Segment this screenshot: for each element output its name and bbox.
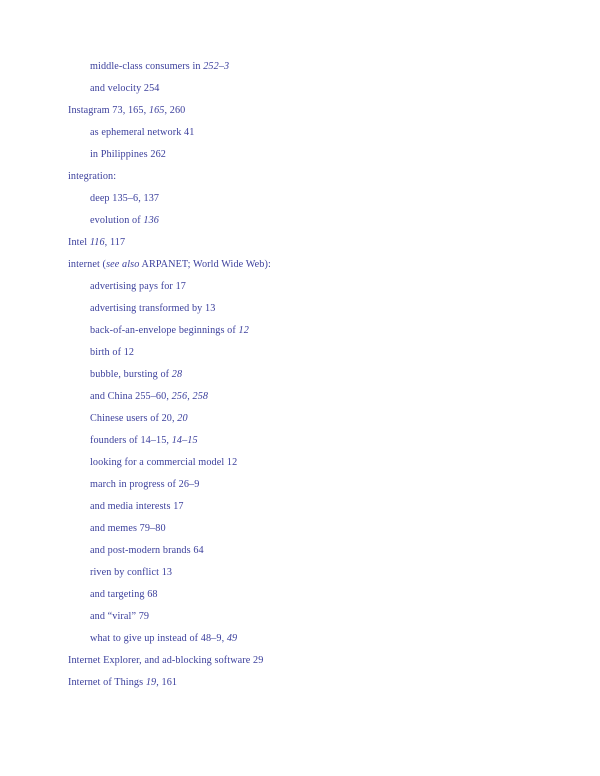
index-entry bbox=[68, 678, 540, 688]
index-entry bbox=[90, 634, 540, 644]
index-entry-part: Chinese users of bbox=[90, 413, 162, 424]
index-entry-part: 165 bbox=[127, 105, 144, 116]
index-entry bbox=[90, 568, 540, 578]
index-entry-part: 14–15 bbox=[140, 435, 167, 446]
index-entry-part: ARPANET; World Wide Web): bbox=[139, 259, 271, 270]
index-entry bbox=[90, 348, 540, 358]
index-entry-part: , bbox=[187, 391, 193, 402]
index-entry bbox=[90, 392, 540, 402]
index-entry-part: 79 bbox=[138, 611, 150, 622]
index-entry-part: and media interests bbox=[90, 501, 174, 512]
index-entry-part: and China bbox=[90, 391, 136, 402]
index-entry-part: 255–60 bbox=[135, 391, 167, 402]
index-entry-part: 28 bbox=[171, 369, 183, 380]
index-entry bbox=[90, 194, 540, 204]
index-entry-part: riven by conflict bbox=[90, 567, 162, 578]
index-entry-part: 262 bbox=[150, 149, 166, 160]
index-entry-part: 12 bbox=[226, 457, 238, 468]
index-entry bbox=[90, 502, 540, 512]
index-entry-part: 256 bbox=[171, 391, 188, 402]
index-entry bbox=[90, 304, 540, 314]
index-entry-part: and post-modern brands bbox=[90, 545, 194, 556]
index-entry-part: , bbox=[166, 435, 172, 446]
index-entry-part: Intel bbox=[68, 237, 90, 248]
index-entry bbox=[90, 128, 540, 138]
index-entry-part: looking for a commercial model bbox=[90, 457, 227, 468]
index-entry-part: integration: bbox=[68, 171, 117, 182]
index-entry-part: 17 bbox=[173, 501, 184, 512]
index-entry-part: 20 bbox=[161, 413, 172, 424]
index-entry bbox=[90, 326, 540, 336]
index-entry-part: , bbox=[143, 105, 149, 116]
index-entry-part: , bbox=[171, 413, 178, 424]
index-entry-part: middle-class consumers in bbox=[90, 61, 204, 72]
index-entry-part: and memes bbox=[90, 523, 140, 534]
index-entry-part: internet ( bbox=[68, 259, 107, 270]
index-entry-part: Internet of Things bbox=[68, 677, 146, 688]
index-entry-part: founders of bbox=[90, 435, 141, 446]
index-entry-part: 73 bbox=[112, 105, 123, 116]
index-entry bbox=[90, 62, 540, 72]
index-entry-part: , bbox=[156, 677, 162, 688]
index-entry-part: and targeting bbox=[90, 589, 148, 600]
index-entry-part: 12 bbox=[238, 325, 249, 336]
index-entry-part: 29 bbox=[253, 655, 264, 666]
index-entry-part: 252–3 bbox=[203, 61, 230, 72]
index-entry bbox=[90, 458, 540, 468]
index-entry bbox=[68, 656, 540, 666]
index-entry-part: , bbox=[164, 105, 170, 116]
index-entry bbox=[90, 546, 540, 556]
index-entry-part: what to give up instead of bbox=[90, 633, 201, 644]
index-entry bbox=[90, 282, 540, 292]
index-entry bbox=[90, 370, 540, 380]
index-entry-part: , bbox=[122, 105, 128, 116]
index-entry bbox=[68, 260, 540, 270]
index-entry bbox=[90, 84, 540, 94]
index-entry-part: 165 bbox=[148, 105, 165, 116]
index-entry-part: 26–9 bbox=[178, 479, 200, 490]
index-entry-part: 68 bbox=[147, 589, 158, 600]
index-entry-part: 258 bbox=[192, 391, 209, 402]
index-entry-part: back-of-an-envelope beginnings of bbox=[90, 325, 239, 336]
index-entry-part: advertising transformed by bbox=[90, 303, 206, 314]
index-entry-part: and velocity bbox=[90, 83, 144, 94]
index-entry bbox=[68, 238, 540, 248]
index-entry-part: Instagram bbox=[68, 105, 113, 116]
index-entry bbox=[90, 436, 540, 446]
index-entry bbox=[90, 216, 540, 226]
index-entry bbox=[90, 590, 540, 600]
index-entry-part: evolution of bbox=[90, 215, 144, 226]
index-entry-part: see also bbox=[106, 259, 140, 270]
index-entry-part: 161 bbox=[161, 677, 178, 688]
index-entry bbox=[90, 150, 540, 160]
index-entry bbox=[68, 172, 540, 182]
index-entry-part: 49 bbox=[226, 633, 238, 644]
index-entry-part: 13 bbox=[205, 303, 216, 314]
index-entry-part: 17 bbox=[175, 281, 186, 292]
index-entry bbox=[90, 414, 540, 424]
index-entry bbox=[90, 480, 540, 490]
index-entry-part: 136 bbox=[143, 215, 159, 226]
index-entry-part: as ephemeral network bbox=[90, 127, 185, 138]
index-entry-part: Internet Explorer, and ad-blocking software bbox=[68, 655, 254, 666]
index-entry-part: advertising pays for bbox=[90, 281, 176, 292]
index-entry-part: 48–9 bbox=[200, 633, 222, 644]
index-entry-part: , bbox=[166, 391, 172, 402]
index-entry-part: 20 bbox=[177, 413, 188, 424]
index-entry-part: deep bbox=[90, 193, 113, 204]
index-entry-part: , bbox=[221, 633, 227, 644]
index-entry-part: bubble, bursting of bbox=[90, 369, 172, 380]
index-entry bbox=[90, 524, 540, 534]
index-entry-part: 12 bbox=[123, 347, 135, 358]
index-entry-part: , bbox=[138, 193, 144, 204]
index-entry-part: 260 bbox=[169, 105, 186, 116]
index-entry-part: 135–6 bbox=[112, 193, 139, 204]
index-entry-part: 41 bbox=[184, 127, 195, 138]
index-entry-part: 254 bbox=[143, 83, 160, 94]
index-entry-part: 117 bbox=[109, 237, 126, 248]
index-entry-part: birth of bbox=[90, 347, 124, 358]
index-entry-part: , bbox=[104, 237, 110, 248]
index-entry-part: 19 bbox=[145, 677, 157, 688]
index-entry bbox=[68, 106, 540, 116]
index-entry-part: in Philippines bbox=[90, 149, 151, 160]
index-entry-part: 14–15 bbox=[171, 435, 198, 446]
index-entry-part: 13 bbox=[161, 567, 173, 578]
index-entry-part: 116 bbox=[89, 237, 105, 248]
index-entry-part: march in progress of bbox=[90, 479, 179, 490]
index-entry-part: and “viral” bbox=[90, 611, 139, 622]
index-entry-list bbox=[68, 62, 540, 688]
index-entry-part: 137 bbox=[143, 193, 160, 204]
index-entry-part: 79–80 bbox=[139, 523, 166, 534]
index-entry bbox=[90, 612, 540, 622]
index-entry-part: 64 bbox=[193, 545, 204, 556]
